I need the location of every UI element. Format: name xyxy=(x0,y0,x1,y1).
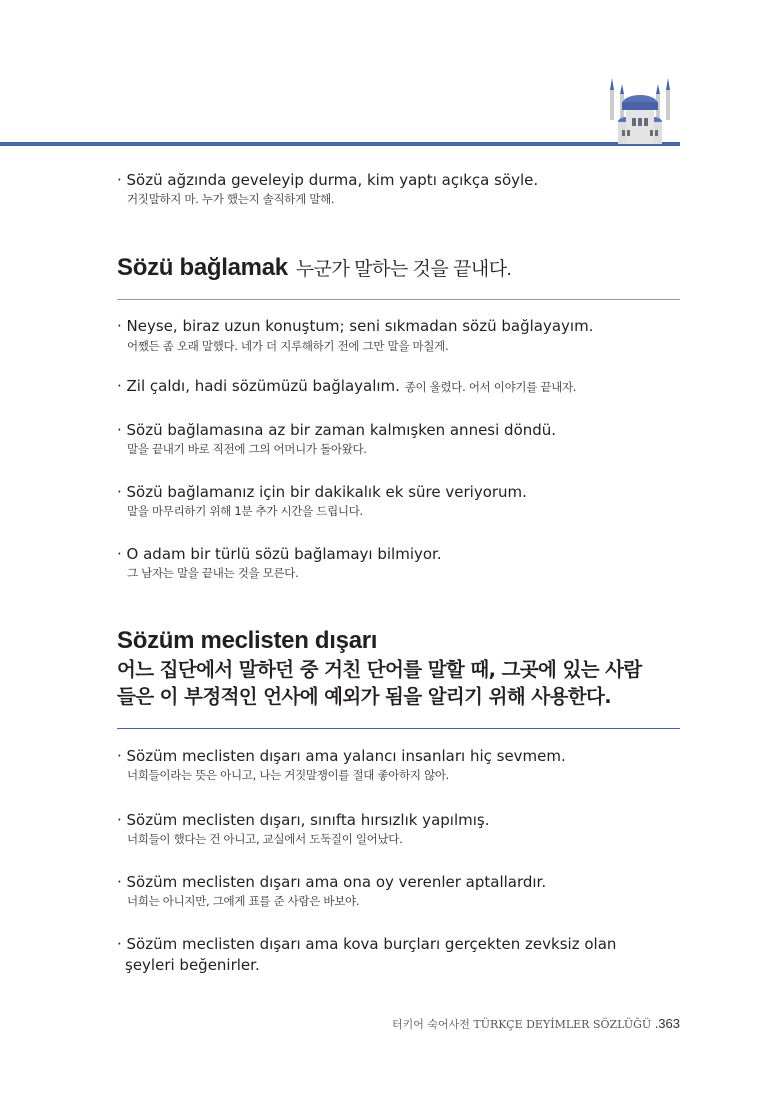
entry-meaning: 어느 집단에서 말하던 중 거친 단어를 말할 때, 그곳에 있는 사람 xyxy=(117,658,642,681)
example-translation: 거짓말하지 마. 누가 했는지 솔직하게 말해. xyxy=(127,192,335,206)
book-title: 터키어 숙어사전 TÜRKÇE DEYİMLER SÖZLÜĞÜ xyxy=(391,1018,652,1031)
example-sentence: · O adam bir türlü sözü bağlamayı bilmiyor. xyxy=(117,545,442,563)
mosque-icon xyxy=(598,78,682,144)
example-translation: 너희들이 했다는 건 아니고, 교실에서 도둑질이 일어났다. xyxy=(127,832,403,846)
entry-heading xyxy=(117,254,511,284)
example-sentence: · Sözüm meclisten dışarı ama yalancı insanları hiç sevmem. xyxy=(117,747,566,765)
example-sentence: · Sözüm meclisten dışarı ama ona oy verenler aptallardır. xyxy=(117,873,547,891)
entry-meaning: 들은 이 부정적인 언사에 예외가 됨을 알리기 위해 사용한다. xyxy=(117,685,612,708)
example-translation: 말을 마무리하기 위해 1분 추가 시간을 드립니다. xyxy=(127,504,363,518)
example-translation: 말을 끝내기 바로 직전에 그의 어머니가 돌아왔다. xyxy=(127,442,367,456)
page-footer xyxy=(392,1016,680,1032)
example-sentence: · Sözü bağlamanız için bir dakikalık ek süre veriyorum. xyxy=(117,483,527,501)
example-sentence: · Sözüm meclisten dışarı ama kova burçları gerçekten zevksiz olan xyxy=(117,935,617,953)
example-sentence: · Neyse, biraz uzun konuştum; seni sıkmadan sözü bağlayayım. xyxy=(117,317,594,335)
example-translation: 어쨌든 좀 오래 말했다. 네가 더 지루해하기 전에 그만 말을 마칠게. xyxy=(127,339,449,353)
example-translation: 너희는 아니지만, 그에게 표를 준 사람은 바보야. xyxy=(127,894,360,908)
divider xyxy=(117,299,680,300)
example-sentence: · Sözü ağzında geveleyip durma, kim yaptı açıkça söyle. xyxy=(117,171,539,189)
header-rule xyxy=(0,142,680,146)
example-translation: 그 남자는 말을 끝내는 것을 모른다. xyxy=(127,566,299,580)
example-translation: 종이 울렸다. 어서 이야기를 끝내자. xyxy=(404,380,577,394)
entry-term: Sözü bağlamak xyxy=(117,254,288,281)
divider xyxy=(117,728,680,729)
example-sentence xyxy=(117,377,576,396)
example-sentence-text: · Zil çaldı, hadi sözümüzü bağlayalım. xyxy=(117,377,400,395)
entry-meaning: 누군가 말하는 것을 끝내다. xyxy=(295,259,512,280)
page-number: .363 xyxy=(654,1016,680,1031)
example-sentence: · Sözü bağlamasına az bir zaman kalmışken annesi döndü. xyxy=(117,421,557,439)
entry-term: Sözüm meclisten dışarı xyxy=(117,627,378,654)
example-translation: 너희들이라는 뜻은 아니고, 나는 거짓말쟁이를 절대 좋아하지 않아. xyxy=(127,768,450,782)
example-sentence-continued: şeyleri beğenirler. xyxy=(125,956,260,974)
example-sentence: · Sözüm meclisten dışarı, sınıfta hırsızlık yapılmış. xyxy=(117,811,490,829)
